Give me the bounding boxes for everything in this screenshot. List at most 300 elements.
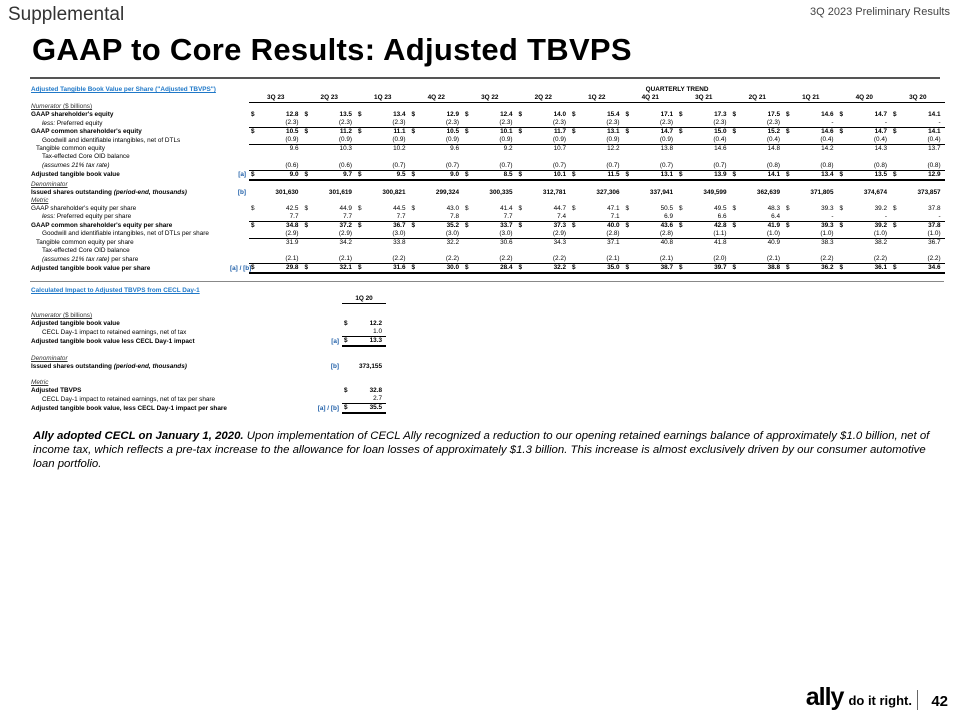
row-reference (230, 119, 249, 128)
column-header: 4Q 22 (410, 94, 464, 103)
row-reference (230, 205, 249, 213)
dollar-sign (303, 145, 313, 154)
header-spacer (30, 94, 230, 103)
cell-value: (2.3) (473, 119, 517, 128)
dollar-sign (410, 230, 420, 239)
row-label-text: Tangible common equity (36, 145, 105, 153)
table-row (30, 222, 945, 231)
cell-value: 312,781 (542, 188, 567, 196)
dollar-sign (517, 136, 527, 145)
dollar-sign (624, 239, 634, 248)
dollar-sign (570, 162, 580, 171)
cell-value: 337,941 (649, 188, 674, 196)
cell-value: 13.1 (607, 128, 620, 136)
dollar-sign: $ (410, 170, 420, 180)
table-row (30, 354, 386, 362)
row-reference: [b] (330, 362, 339, 370)
dollar-sign: $ (838, 170, 848, 180)
row-label (30, 354, 386, 362)
spacer (30, 346, 386, 354)
cell-value: 9.0 (420, 170, 464, 180)
supplemental-label: Supplemental (8, 4, 125, 25)
section-unit: ($ billions) (62, 311, 93, 319)
dollar-sign (249, 239, 259, 248)
dollar-sign (249, 136, 259, 145)
cell-value: 39.2 (874, 222, 888, 230)
dollar-sign: $ (679, 128, 683, 136)
row-label (30, 213, 230, 222)
row-label-note: (period-end, thousands) (111, 188, 187, 196)
cell-value: 7.7 (473, 213, 517, 222)
dollar-sign (303, 239, 313, 248)
dollar-sign: $ (518, 222, 523, 230)
dollar-sign: $ (251, 128, 255, 136)
cell-value: 38.7 (634, 264, 678, 274)
row-label (30, 404, 316, 414)
dollar-sign: $ (411, 111, 416, 119)
cell-value: (2.3) (687, 119, 731, 128)
dollar-sign: $ (344, 320, 348, 328)
cell-value: (3.0) (473, 230, 517, 239)
row-label (30, 363, 316, 371)
dollar-sign (356, 145, 366, 154)
table-row (30, 128, 945, 137)
dollar-sign: $ (342, 404, 352, 414)
column-header: 3Q 20 (891, 94, 945, 103)
dollar-sign (303, 213, 313, 222)
cell-value: 30.0 (420, 264, 464, 274)
cell-value: (3.0) (366, 230, 410, 239)
cell-value: 38.8 (741, 264, 785, 274)
row-prefix: less: (42, 119, 56, 127)
dollar-sign (891, 213, 901, 222)
table-row (30, 230, 945, 239)
row-label (30, 205, 230, 213)
table-row (30, 111, 945, 119)
cell-value: 50.5 (660, 205, 674, 213)
section-label: Numerator (31, 311, 62, 319)
header-spacer (230, 94, 249, 103)
dollar-sign (891, 189, 901, 197)
dollar-sign (677, 162, 687, 171)
dollar-sign (249, 230, 259, 239)
row-label (30, 230, 230, 239)
dollar-sign (517, 230, 527, 239)
dollar-sign (570, 119, 580, 128)
cell-value: (0.8) (741, 162, 785, 171)
cell-value: 35.5 (352, 404, 386, 414)
cell-value: 14.3 (874, 145, 888, 153)
dollar-sign: $ (839, 222, 844, 230)
dollar-sign (356, 119, 366, 128)
cell-value: 10.3 (339, 145, 352, 153)
row-label (30, 255, 230, 264)
row-label-text: Adjusted tangible book value (31, 170, 120, 178)
cell-value: 13.5 (848, 170, 892, 180)
cell-value: - (901, 119, 945, 128)
dollar-sign (303, 255, 313, 264)
dollar-sign: $ (679, 111, 683, 119)
cell-value: 44.5 (393, 205, 406, 213)
cell-value: (0.4) (741, 136, 785, 145)
dollar-sign: $ (517, 264, 527, 274)
dollar-sign (342, 395, 352, 404)
dollar-sign (463, 162, 473, 171)
cell-value: 1.0 (352, 328, 386, 337)
cell-value: (0.4) (687, 136, 731, 145)
row-reference (230, 213, 249, 222)
cell-value: 14.7 (874, 128, 888, 136)
cell-value: 9.2 (503, 145, 513, 153)
table-row (30, 239, 945, 248)
brand-name: ally (805, 683, 844, 711)
cell-value: 11.5 (580, 170, 624, 180)
cell-value: (2.3) (259, 119, 303, 128)
spacer (30, 304, 386, 312)
cell-value: 9.6 (289, 145, 299, 153)
dollar-sign: $ (572, 205, 576, 213)
table-row (30, 205, 945, 213)
row-label (30, 337, 316, 347)
cell-value: 12.2 (607, 145, 620, 153)
row-label (30, 312, 386, 320)
page-number: 42 (931, 693, 948, 710)
cell-value: 44.7 (553, 205, 567, 213)
dollar-sign (463, 189, 473, 197)
dollar-sign (303, 189, 313, 197)
cell-value: 12.8 (286, 111, 299, 119)
table-row (30, 153, 945, 161)
cell-value: 36.7 (393, 222, 406, 230)
dollar-sign (570, 239, 580, 248)
dollar-sign (517, 162, 527, 171)
dollar-sign (463, 119, 473, 128)
dollar-sign (249, 145, 259, 154)
dollar-sign (410, 119, 420, 128)
cell-value: 15.0 (714, 128, 727, 136)
cell-value: (0.4) (848, 136, 892, 145)
cell-value: 13.8 (660, 145, 674, 153)
cell-value: (0.6) (259, 162, 303, 171)
dollar-sign (838, 189, 848, 197)
dollar-sign (570, 189, 580, 197)
column-header: 3Q 22 (463, 94, 517, 103)
cell-value: (2.2) (366, 255, 410, 264)
table-row (30, 404, 386, 414)
dollar-sign (356, 255, 366, 264)
dollar-sign (838, 239, 848, 248)
row-label-text: (assumes 21% tax rate) (42, 161, 110, 169)
row-label-text: Adjusted tangible book value less CECL Day-1 impact (31, 337, 195, 345)
dollar-sign (677, 136, 687, 145)
cell-value: 10.2 (393, 145, 406, 153)
dollar-sign: $ (463, 264, 473, 274)
cell-value: (0.7) (420, 162, 464, 171)
cell-value: 9.7 (313, 170, 357, 180)
cell-value: (2.2) (473, 255, 517, 264)
dollar-sign: $ (839, 205, 844, 213)
dollar-sign (624, 230, 634, 239)
dollar-sign: $ (893, 128, 897, 136)
column-header: 1Q 21 (784, 94, 838, 103)
cell-value: 2.7 (352, 395, 386, 404)
cell-value: 37.3 (553, 222, 567, 230)
dollar-sign (838, 119, 848, 128)
cell-value: 12.9 (446, 111, 460, 119)
cell-value: (2.8) (580, 230, 624, 239)
cell-value: 41.4 (500, 205, 513, 213)
cell-value: 14.6 (821, 111, 834, 119)
dollar-sign (784, 119, 794, 128)
row-label (30, 170, 230, 180)
dollar-sign: $ (732, 222, 737, 230)
table-divider (30, 281, 944, 282)
cell-value: 39.2 (874, 205, 888, 213)
table-row (30, 379, 386, 387)
dollar-sign (342, 328, 352, 337)
dollar-sign (891, 255, 901, 264)
cell-value: 15.2 (767, 128, 781, 136)
dollar-sign: $ (838, 264, 848, 274)
cell-value: 38.3 (821, 239, 834, 247)
row-label (30, 128, 230, 137)
row-label-note: (period-end, thousands) (111, 362, 187, 370)
section-unit: ($ billions) (62, 103, 93, 111)
table-row (30, 247, 945, 255)
cell-value: (0.4) (794, 136, 838, 145)
dollar-sign (624, 189, 634, 197)
dollar-sign (303, 230, 313, 239)
section-label: Numerator (31, 103, 62, 111)
row-label-text: Adjusted tangible book value per share (31, 264, 151, 272)
cell-value: 13.7 (928, 145, 941, 153)
dollar-sign (249, 255, 259, 264)
cell-value: 299,324 (435, 188, 460, 196)
cell-value: 11.1 (393, 128, 406, 136)
cell-value: (0.4) (901, 136, 945, 145)
cell-value: - (794, 213, 838, 222)
row-reference (230, 128, 249, 137)
dollar-sign (784, 230, 794, 239)
table-title-row (30, 86, 945, 94)
cell-value: - (901, 213, 945, 222)
cell-value: (2.3) (634, 119, 678, 128)
cell-value: 14.0 (553, 111, 567, 119)
dollar-sign (570, 136, 580, 145)
cell-value: 34.2 (339, 239, 352, 247)
dollar-sign (731, 145, 741, 154)
row-reference (316, 328, 342, 337)
row-label-text: Adjusted TBVPS (31, 387, 82, 395)
dollar-sign: $ (786, 128, 790, 136)
dollar-sign (677, 119, 687, 128)
row-label-text: Preferred equity (55, 119, 103, 127)
cell-value: 12.9 (901, 170, 945, 180)
cell-value: (2.9) (259, 230, 303, 239)
cell-value: (2.3) (741, 119, 785, 128)
dollar-sign (838, 145, 848, 154)
table-row (30, 320, 386, 328)
table-row (30, 180, 945, 189)
row-reference: [a] (238, 170, 246, 178)
cell-value: (2.0) (687, 255, 731, 264)
cell-value: 39.7 (687, 264, 731, 274)
dollar-sign (731, 162, 741, 171)
dollar-sign: $ (891, 170, 901, 180)
table-row (30, 255, 945, 264)
cell-value: 327,306 (596, 188, 620, 196)
cell-value: 29.8 (259, 264, 303, 274)
cell-value: (2.9) (313, 230, 357, 239)
cell-value: (0.9) (313, 136, 357, 145)
dollar-sign (784, 213, 794, 222)
row-label-text: Issued shares outstanding (31, 188, 112, 196)
dollar-sign: $ (251, 205, 255, 213)
row-reference (230, 239, 249, 248)
row-label-text: CECL Day-1 impact to retained earnings, net of tax per share (42, 395, 216, 403)
row-reference (316, 395, 342, 404)
table-row (30, 337, 386, 347)
cell-value: 37.8 (928, 222, 941, 230)
cell-value: 7.4 (527, 213, 571, 222)
cell-value: 37.8 (928, 205, 941, 213)
dollar-sign (677, 213, 687, 222)
cell-value: 40.9 (767, 239, 781, 247)
cell-value: 10.5 (446, 128, 460, 136)
cell-value: - (848, 119, 892, 128)
dollar-sign (463, 213, 473, 222)
section-label: Tax-effected Core OID balance (42, 153, 130, 161)
dollar-sign: $ (463, 170, 473, 180)
dollar-sign (570, 145, 580, 154)
cell-value: 28.4 (473, 264, 517, 274)
column-header: 2Q 21 (731, 94, 785, 103)
row-label-text: Issued shares outstanding (31, 362, 112, 370)
table-row (30, 170, 945, 180)
period-label: 3Q 2023 Preliminary Results (809, 6, 950, 18)
cell-value: 36.1 (848, 264, 892, 274)
cell-value: 32.8 (369, 387, 383, 395)
dollar-sign (463, 145, 473, 154)
table-row (30, 312, 386, 320)
table-row (30, 387, 386, 395)
cell-value: 35.2 (446, 222, 460, 230)
cell-value: 13.4 (393, 111, 406, 119)
trend-label: QUARTERLY TREND (645, 86, 709, 94)
cell-value: (2.1) (580, 255, 624, 264)
cell-value: 6.4 (741, 213, 785, 222)
row-label (30, 328, 316, 337)
cell-value: 7.1 (580, 213, 624, 222)
table-row (30, 162, 945, 171)
cell-value: (2.1) (259, 255, 303, 264)
cell-value: (2.1) (313, 255, 357, 264)
column-header-row (30, 94, 945, 103)
row-label-suffix: per share (109, 255, 139, 263)
dollar-sign (463, 230, 473, 239)
dollar-sign (891, 145, 901, 154)
dollar-sign (838, 230, 848, 239)
dollar-sign: $ (358, 128, 362, 136)
dollar-sign (410, 255, 420, 264)
cell-value: (2.3) (313, 119, 357, 128)
row-reference: [a] (331, 337, 339, 345)
cell-value: 301,630 (275, 188, 299, 196)
table-row (30, 103, 945, 112)
row-reference: [b] (237, 188, 246, 196)
spacer-row (30, 371, 386, 379)
cell-value: (1.1) (687, 230, 731, 239)
cell-value: (0.9) (420, 136, 464, 145)
dollar-sign: $ (304, 111, 309, 119)
cell-value: 47.1 (607, 205, 620, 213)
cell-value: (2.2) (420, 255, 464, 264)
cell-value: 14.8 (767, 145, 781, 153)
dollar-sign (410, 213, 420, 222)
cell-value: 371,805 (810, 188, 834, 196)
cell-value: 15.4 (607, 111, 620, 119)
table-row (30, 197, 945, 205)
table-row (30, 189, 945, 197)
row-label-text: GAAP common shareholder's equity per share (31, 221, 173, 229)
dollar-sign (784, 136, 794, 145)
dollar-sign: $ (342, 337, 352, 347)
table-row (30, 136, 945, 145)
dollar-sign: $ (518, 205, 523, 213)
dollar-sign (731, 213, 741, 222)
dollar-sign (249, 119, 259, 128)
cell-value: 9.6 (450, 145, 460, 153)
column-header: 4Q 21 (624, 94, 678, 103)
table-row (30, 363, 386, 371)
dollar-sign (677, 239, 687, 248)
row-label (30, 320, 316, 328)
cell-value: 8.5 (473, 170, 517, 180)
cell-value: (2.2) (794, 255, 838, 264)
dollar-sign (677, 255, 687, 264)
cell-value: 49.5 (714, 205, 727, 213)
cecl-note (33, 429, 933, 471)
cell-value: 32.2 (527, 264, 571, 274)
row-label-text: GAAP shareholder's equity per share (31, 205, 137, 213)
dollar-sign: $ (679, 222, 683, 230)
cell-value: (2.9) (527, 230, 571, 239)
cell-value: 14.1 (741, 170, 785, 180)
dollar-sign: $ (251, 111, 255, 119)
dollar-sign: $ (465, 111, 469, 119)
dollar-sign (356, 213, 366, 222)
dollar-sign (249, 162, 259, 171)
dollar-sign (303, 136, 313, 145)
cell-value: 44.9 (339, 205, 352, 213)
row-reference: [a] / [b] (317, 404, 339, 412)
cell-value: (2.3) (420, 119, 464, 128)
dollar-sign: $ (410, 264, 420, 274)
cell-value: 373,155 (358, 362, 383, 370)
cell-value: 17.1 (660, 111, 674, 119)
dollar-sign: $ (570, 264, 580, 274)
dollar-sign (410, 136, 420, 145)
dollar-sign (463, 136, 473, 145)
dollar-sign (731, 189, 741, 197)
dollar-sign (784, 145, 794, 154)
cell-value: 31.9 (286, 239, 299, 247)
row-label-text: CECL Day-1 impact to retained earnings, net of tax (42, 328, 187, 336)
cell-value: 38.2 (874, 239, 888, 247)
cell-value: 373,857 (917, 188, 941, 196)
row-label-text: (assumes 21% tax rate) (42, 255, 110, 263)
dollar-sign: $ (517, 170, 527, 180)
